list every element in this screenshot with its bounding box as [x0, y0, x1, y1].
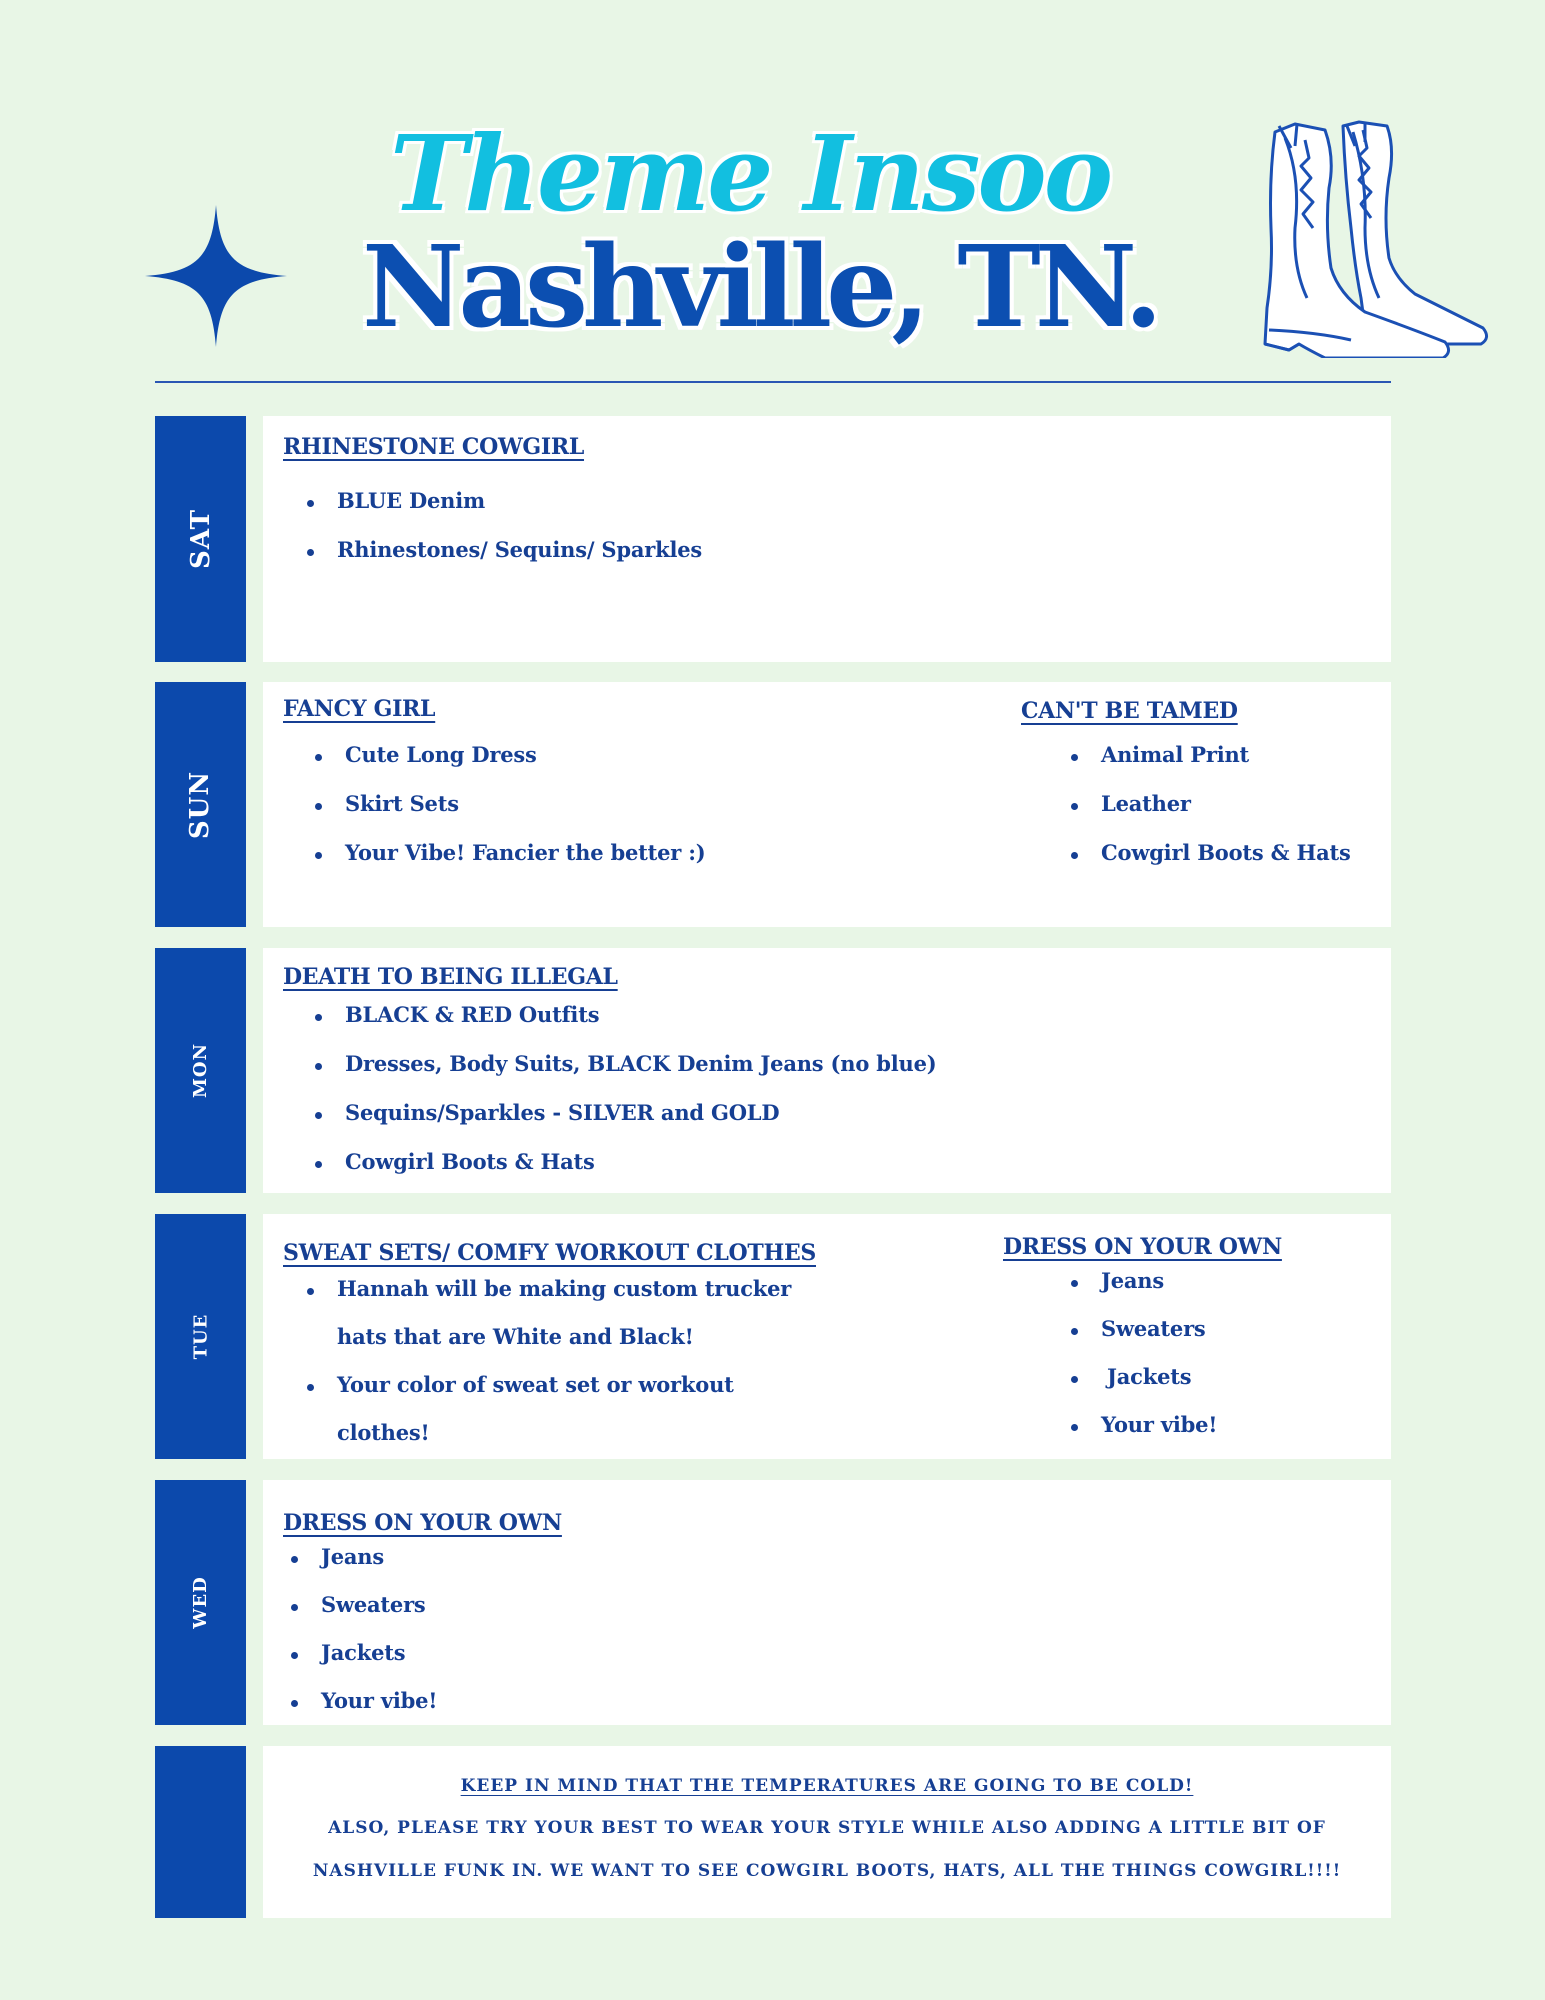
- list-item-continued: clothes!: [337, 1420, 430, 1445]
- cowboy-boots-icon: [1255, 118, 1495, 358]
- day-tab-mon: [155, 948, 246, 1193]
- list-item: Jackets: [1069, 1364, 1217, 1389]
- list-item: Sweaters: [1069, 1316, 1217, 1341]
- list-item: Jackets: [289, 1640, 437, 1665]
- section-list: [313, 742, 706, 865]
- note-line: ALSO, PLEASE TRY YOUR BEST TO WEAR YOUR STYLE WHILE ALSO ADDING A LITTLE BIT OF: [328, 1818, 1326, 1838]
- day-panel-tue: [263, 1214, 1391, 1459]
- day-panel-mon: [263, 948, 1391, 1193]
- day-label: SAT: [185, 509, 216, 569]
- section-heading: DEATH TO BEING ILLEGAL: [283, 964, 618, 990]
- section-heading: RHINESTONE COWGIRL: [283, 434, 585, 460]
- section-list: [305, 488, 702, 562]
- list-item: Dresses, Body Suits, BLACK Denim Jeans (no blue): [313, 1051, 936, 1076]
- day-label: TUE: [190, 1313, 211, 1360]
- section-list: [289, 1544, 437, 1713]
- list-item: Jeans: [1069, 1268, 1217, 1293]
- section-list: [313, 1002, 936, 1174]
- day-tab-tue: [155, 1214, 246, 1459]
- list-item: Your color of sweat set or workout: [305, 1372, 791, 1397]
- section-list: [1069, 1268, 1217, 1437]
- title-line-1: Theme Insoo: [390, 112, 1111, 235]
- list-item: Rhinestones/ Sequins/ Sparkles: [305, 537, 702, 562]
- day-panel-wed: [263, 1480, 1391, 1725]
- section-heading: DRESS ON YOUR OWN: [1003, 1234, 1282, 1260]
- day-panel-sat: [263, 416, 1391, 662]
- list-item: Your vibe!: [1069, 1412, 1217, 1437]
- list-item: Cute Long Dress: [313, 742, 706, 767]
- list-item: Animal Print: [1069, 742, 1351, 767]
- list-item: BLUE Denim: [305, 488, 702, 513]
- day-tab-sun: [155, 682, 246, 927]
- list-item: Jeans: [289, 1544, 437, 1569]
- header-divider: [155, 381, 1391, 383]
- list-item: Sweaters: [289, 1592, 437, 1617]
- list-item: Leather: [1069, 791, 1351, 816]
- day-label: WED: [189, 1576, 211, 1629]
- section-heading: FANCY GIRL: [283, 696, 436, 722]
- note-line: NASHVILLE FUNK IN. WE WANT TO SEE COWGIRL BOOTS, HATS, ALL THE THINGS COWGIRL!!!!: [312, 1861, 1342, 1881]
- list-item-continued: hats that are White and Black!: [337, 1324, 694, 1349]
- four-point-star-icon: [145, 205, 287, 347]
- section-list: [1069, 742, 1351, 865]
- list-item: Cowgirl Boots & Hats: [1069, 840, 1351, 865]
- day-panel-sun: [263, 682, 1391, 927]
- title-line-2: Nashville, TN.: [362, 222, 1157, 353]
- note-tab: [155, 1746, 246, 1918]
- list-item: Hannah will be making custom trucker: [305, 1276, 791, 1301]
- list-item: Sequins/Sparkles - SILVER and GOLD: [313, 1100, 936, 1125]
- day-tab-sat: [155, 416, 246, 662]
- list-item: Cowgirl Boots & Hats: [313, 1149, 936, 1174]
- day-tab-wed: [155, 1480, 246, 1725]
- section-heading: DRESS ON YOUR OWN: [283, 1510, 562, 1536]
- section-list: [305, 1276, 791, 1445]
- section-heading: SWEAT SETS/ COMFY WORKOUT CLOTHES: [283, 1240, 816, 1266]
- list-item: Your Vibe! Fancier the better :): [313, 840, 706, 865]
- list-item: BLACK & RED Outfits: [313, 1002, 936, 1027]
- day-label: MON: [190, 1042, 211, 1099]
- note-panel: [263, 1746, 1391, 1918]
- list-item: Your vibe!: [289, 1688, 437, 1713]
- day-label: SUN: [185, 770, 216, 839]
- note-line: KEEP IN MIND THAT THE TEMPERATURES ARE GOING TO BE COLD!: [460, 1776, 1194, 1796]
- list-item: Skirt Sets: [313, 791, 706, 816]
- section-heading: CAN'T BE TAMED: [1021, 698, 1238, 724]
